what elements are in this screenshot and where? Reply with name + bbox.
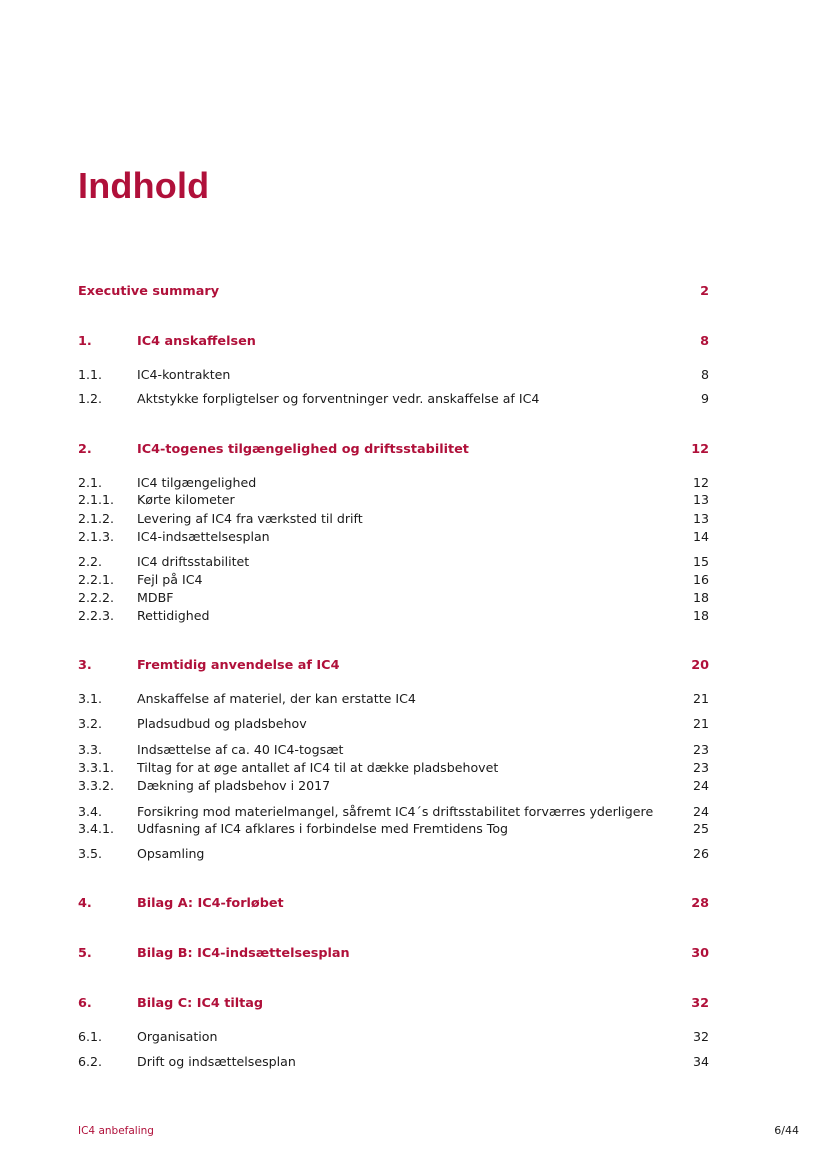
- toc-chapter-row[interactable]: [78, 657, 709, 675]
- toc-label: Dækning af pladsbehov i 2017: [137, 778, 331, 793]
- toc-label: IC4-kontrakten: [137, 367, 231, 382]
- toc-label: Kørte kilometer: [137, 492, 235, 507]
- toc-page-number: 9: [700, 391, 709, 406]
- toc-page-number: 24: [692, 804, 709, 819]
- toc-page-number: 16: [692, 572, 709, 587]
- toc-number: 3.3.2.: [78, 778, 115, 793]
- toc-page-number: 21: [692, 716, 709, 731]
- toc-section-row[interactable]: [78, 1028, 709, 1046]
- toc-label: MDBF: [137, 590, 174, 605]
- toc-section-row[interactable]: [78, 510, 709, 528]
- toc-label: IC4 anskaffelsen: [137, 334, 256, 349]
- toc-page-number: 2: [700, 284, 709, 299]
- toc-section-row[interactable]: [78, 474, 709, 492]
- toc-section-row[interactable]: [78, 366, 709, 384]
- toc-number: 1.2.: [78, 391, 103, 406]
- toc-page-number: 23: [692, 742, 709, 757]
- toc-label: Drift og indsættelsesplan: [137, 1054, 296, 1069]
- toc-number: 3.: [78, 658, 92, 673]
- footer-page-indicator: 6/44: [774, 1124, 799, 1137]
- toc-number: 3.4.: [78, 804, 103, 819]
- toc-section-row[interactable]: [78, 690, 709, 708]
- toc-label: Fremtidig anvendelse af IC4: [137, 658, 340, 673]
- toc-label: IC4-togenes tilgængelighed og driftsstabilitet: [137, 442, 469, 457]
- toc-label: Fejl på IC4: [137, 572, 203, 587]
- toc-section-row[interactable]: [78, 528, 709, 546]
- toc-label: Anskaffelse af materiel, der kan erstatte IC4: [137, 691, 416, 706]
- toc-number: 2.2.: [78, 554, 103, 569]
- toc-number: 2.1.2.: [78, 511, 115, 526]
- toc-section-row[interactable]: [78, 571, 709, 589]
- toc-number: 6.2.: [78, 1054, 103, 1069]
- toc-number: 2.: [78, 442, 92, 457]
- toc-section-row[interactable]: [78, 491, 709, 509]
- toc-page-number: 14: [692, 529, 709, 544]
- toc-section-row[interactable]: [78, 759, 709, 777]
- toc-page-number: 13: [692, 492, 709, 507]
- toc-number: 3.3.: [78, 742, 103, 757]
- toc-page-number: 20: [691, 658, 709, 673]
- toc-section-row[interactable]: [78, 803, 709, 821]
- toc-label: IC4-indsættelsesplan: [137, 529, 270, 544]
- toc-page-number: 21: [692, 691, 709, 706]
- toc-page-number: 25: [692, 821, 709, 836]
- toc-page-number: 32: [691, 996, 709, 1011]
- toc-label: Indsættelse af ca. 40 IC4-togsæt: [137, 742, 344, 757]
- toc-page-number: 32: [692, 1029, 709, 1044]
- toc-number: 2.2.2.: [78, 590, 115, 605]
- toc-number: 3.3.1.: [78, 760, 115, 775]
- toc-number: 3.4.1.: [78, 821, 115, 836]
- toc-page-number: 8: [700, 367, 709, 382]
- toc-label: Bilag A: IC4-forløbet: [137, 896, 284, 911]
- toc-label: IC4 tilgængelighed: [137, 475, 257, 490]
- toc-page-number: 23: [692, 760, 709, 775]
- toc-number: 2.2.3.: [78, 608, 115, 623]
- toc-label: Executive summary: [78, 284, 220, 299]
- toc-section-row[interactable]: [78, 390, 709, 408]
- toc-page-number: 12: [692, 475, 709, 490]
- toc-label: Pladsudbud og pladsbehov: [137, 716, 307, 731]
- toc-number: 3.1.: [78, 691, 103, 706]
- toc-label: Aktstykke forpligtelser og forventninger vedr. anskaffelse af IC4: [137, 391, 540, 406]
- toc-page-number: 24: [692, 778, 709, 793]
- toc-number: 2.1.: [78, 475, 103, 490]
- toc-page-number: 34: [692, 1054, 709, 1069]
- toc-label: Tiltag for at øge antallet af IC4 til at dække pladsbehovet: [137, 760, 499, 775]
- toc-section-row[interactable]: [78, 741, 709, 759]
- toc-label: IC4 driftsstabilitet: [137, 554, 250, 569]
- toc-section-row[interactable]: [78, 589, 709, 607]
- toc-label: Rettidighed: [137, 608, 210, 623]
- toc-number: 6.1.: [78, 1029, 103, 1044]
- toc-number: 3.2.: [78, 716, 103, 731]
- toc-label: Opsamling: [137, 846, 205, 861]
- toc-number: 2.1.3.: [78, 529, 115, 544]
- toc-label: Forsikring mod materielmangel, såfremt IC4´s driftsstabilitet forværres yderligere: [137, 804, 654, 819]
- toc-section-row[interactable]: [78, 777, 709, 795]
- toc-label: Udfasning af IC4 afklares i forbindelse med Fremtidens Tog: [137, 821, 509, 836]
- toc-section-row[interactable]: [78, 553, 709, 571]
- toc-section-row[interactable]: [78, 715, 709, 733]
- toc-section-row[interactable]: [78, 845, 709, 863]
- toc-chapter-row[interactable]: [78, 441, 709, 459]
- toc-label: Organisation: [137, 1029, 218, 1044]
- toc-number: 1.1.: [78, 367, 103, 382]
- toc-number: 2.1.1.: [78, 492, 115, 507]
- toc-label: Bilag B: IC4-indsættelsesplan: [137, 946, 350, 961]
- toc-number: 1.: [78, 334, 92, 349]
- page-title: Indhold: [78, 165, 210, 206]
- toc-chapter-row[interactable]: [78, 283, 709, 301]
- toc-page-number: 15: [692, 554, 709, 569]
- toc-chapter-row[interactable]: [78, 333, 709, 351]
- toc-page-number: 26: [692, 846, 709, 861]
- toc-page-number: 8: [700, 334, 709, 349]
- toc-label: Bilag C: IC4 tiltag: [137, 996, 264, 1011]
- toc-label: Levering af IC4 fra værksted til drift: [137, 511, 363, 526]
- toc-page-number: 12: [691, 442, 709, 457]
- toc-page-number: 13: [692, 511, 709, 526]
- toc-page-number: 28: [691, 896, 709, 911]
- toc-page-number: 18: [692, 590, 709, 605]
- toc-number: 5.: [78, 946, 92, 961]
- toc-number: 3.5.: [78, 846, 103, 861]
- toc-section-row[interactable]: [78, 607, 709, 625]
- toc-chapter-row[interactable]: [78, 945, 709, 963]
- toc-number: 6.: [78, 996, 92, 1011]
- toc-page-number: 30: [691, 946, 709, 961]
- toc-section-row[interactable]: [78, 1053, 709, 1071]
- toc-chapter-row[interactable]: [78, 995, 709, 1013]
- toc-number: 4.: [78, 896, 92, 911]
- toc-page-number: 18: [692, 608, 709, 623]
- toc-number: 2.2.1.: [78, 572, 115, 587]
- footer-document-name: IC4 anbefaling: [78, 1125, 154, 1137]
- toc-section-row[interactable]: [78, 820, 709, 838]
- toc-chapter-row[interactable]: [78, 895, 709, 913]
